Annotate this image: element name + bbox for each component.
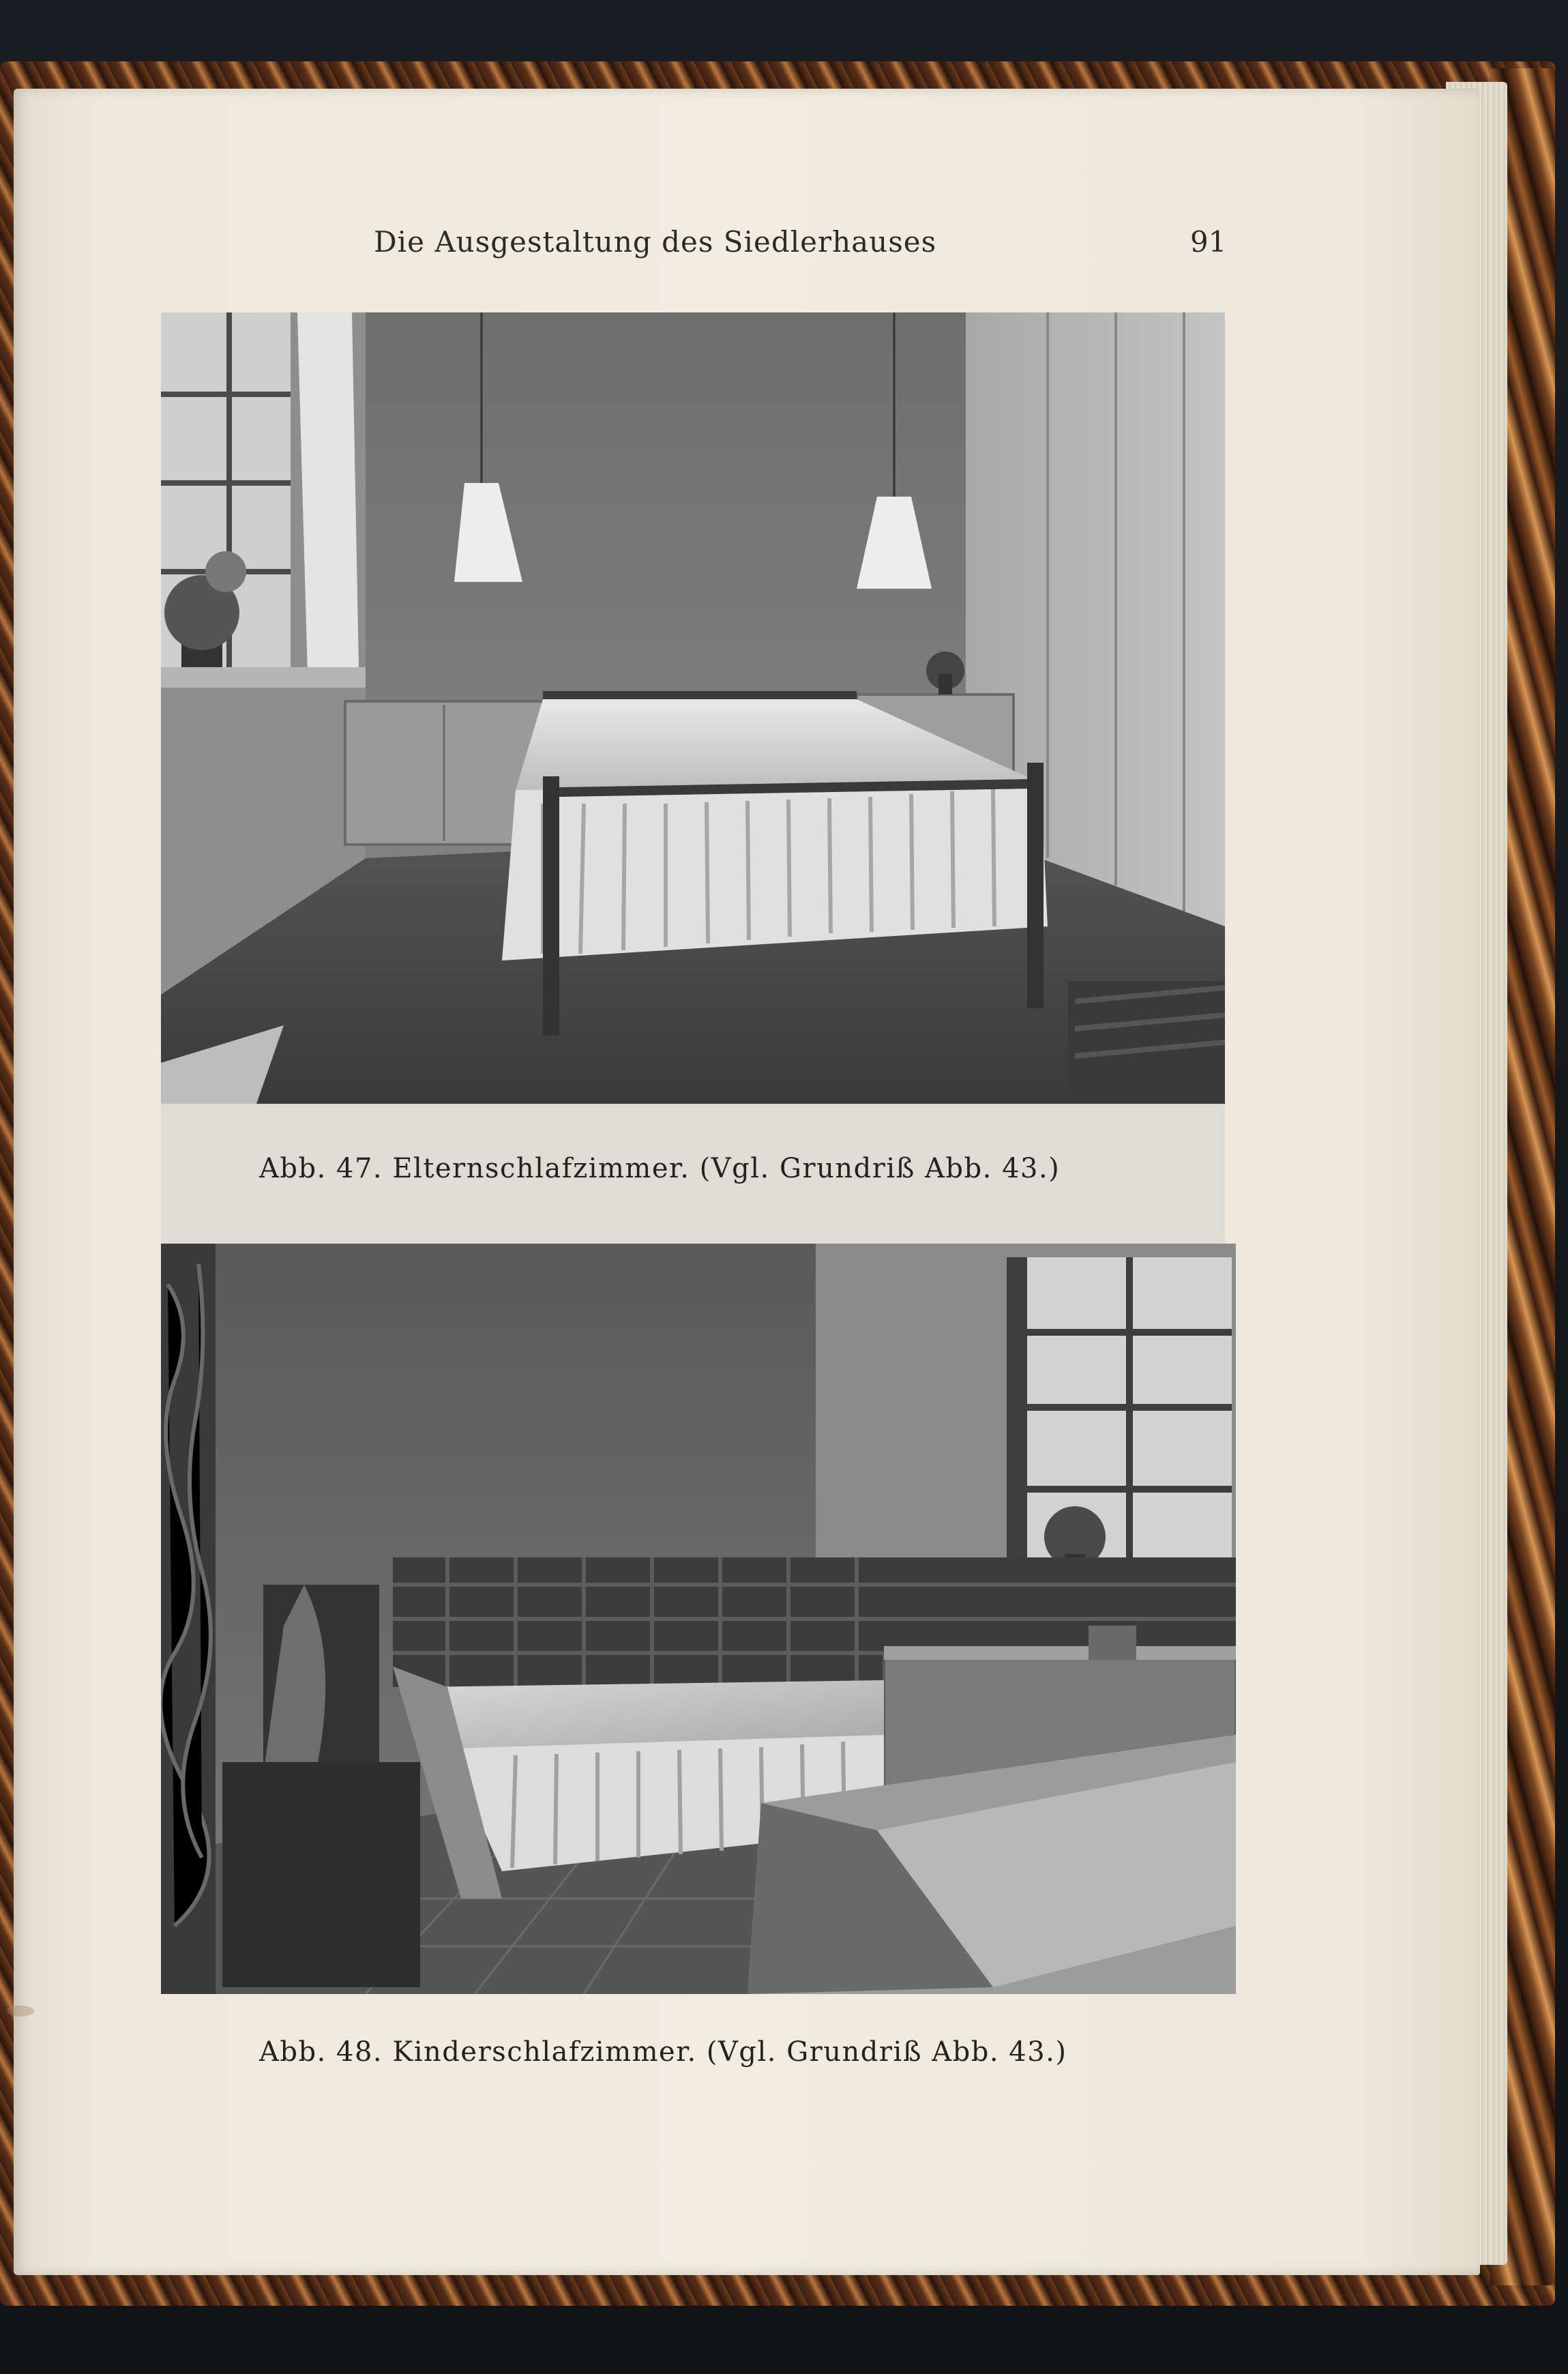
paper-stain bbox=[7, 2006, 34, 2017]
photo-parents-bedroom bbox=[161, 312, 1225, 1104]
page-number: 91 bbox=[1190, 225, 1227, 259]
photo-childrens-bedroom bbox=[161, 1244, 1236, 1994]
running-head: Die Ausgestaltung des Siedlerhauses bbox=[374, 225, 937, 259]
figure-caption: Abb. 47. Elternschlafzimmer. (Vgl. Grundriß Abb. 43.) bbox=[259, 1153, 1061, 1184]
figure-caption: Abb. 48. Kinderschlafzimmer. (Vgl. Grundriß Abb. 43.) bbox=[259, 2036, 1067, 2068]
